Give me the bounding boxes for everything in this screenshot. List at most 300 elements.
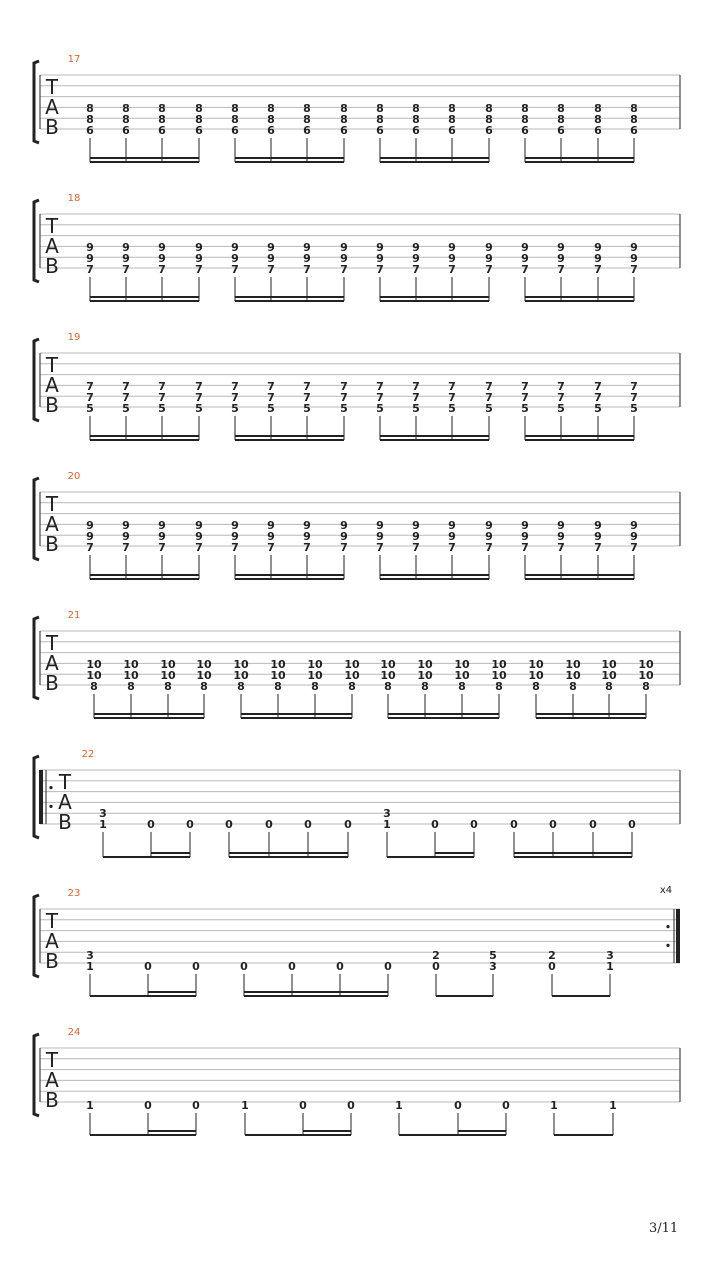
fret-number: 6 — [195, 124, 203, 137]
fret-number: 9 — [630, 252, 638, 265]
fret-number: 3 — [383, 807, 391, 820]
beat-group — [521, 241, 638, 301]
fret-number: 9 — [448, 252, 456, 265]
fret-number: 8 — [630, 113, 638, 126]
fret-number: 9 — [376, 530, 384, 543]
fret-number: 7 — [231, 380, 239, 393]
measure-number: 24 — [67, 1027, 81, 1038]
fret-number: 10 — [638, 658, 654, 671]
fret-number: 8 — [569, 680, 577, 693]
fret-number: 7 — [267, 541, 275, 554]
fret-number: 1 — [395, 1099, 403, 1112]
tab-system — [34, 885, 680, 996]
fret-number: 0 — [384, 960, 392, 973]
fret-number: 8 — [485, 113, 493, 126]
fret-number: 9 — [340, 519, 348, 532]
beat-group — [376, 241, 493, 301]
fret-number: 9 — [521, 519, 529, 532]
fret-number: 10 — [123, 658, 139, 671]
fret-number: 7 — [557, 391, 565, 404]
beat-group — [86, 1099, 200, 1135]
fret-number: 8 — [485, 102, 493, 115]
tab-system — [34, 332, 680, 440]
fret-number: 9 — [557, 519, 565, 532]
fret-number: 9 — [340, 530, 348, 543]
fret-number: 7 — [412, 541, 420, 554]
tab-clef-letter: A — [45, 234, 59, 258]
fret-number: 1 — [606, 960, 614, 973]
tab-clef-letter: T — [45, 492, 59, 516]
fret-number: 9 — [267, 530, 275, 543]
fret-number: 9 — [448, 241, 456, 254]
fret-number: 9 — [448, 519, 456, 532]
fret-number: 8 — [532, 680, 540, 693]
fret-number: 9 — [86, 530, 94, 543]
tab-clef-letter: T — [45, 631, 59, 655]
fret-number: 9 — [267, 252, 275, 265]
fret-number: 8 — [231, 102, 239, 115]
fret-number: 9 — [195, 252, 203, 265]
tab-system — [34, 1027, 680, 1135]
fret-number: 0 — [347, 1099, 355, 1112]
fret-number: 9 — [485, 241, 493, 254]
fret-number: 7 — [195, 391, 203, 404]
fret-number: 9 — [231, 519, 239, 532]
tab-clef-letter: T — [45, 353, 59, 377]
fret-number: 9 — [122, 519, 130, 532]
fret-number: 7 — [267, 263, 275, 276]
measure-number: 23 — [67, 888, 81, 899]
fret-number: 9 — [303, 519, 311, 532]
tab-system — [34, 749, 680, 857]
fret-number: 9 — [122, 252, 130, 265]
tab-clef-letter: A — [45, 95, 59, 119]
fret-number: 9 — [630, 241, 638, 254]
repeat-dot — [49, 805, 52, 808]
tab-clef-letter: A — [45, 929, 59, 953]
beat-group — [231, 380, 348, 440]
fret-number: 9 — [340, 252, 348, 265]
fret-number: 8 — [267, 102, 275, 115]
fret-number: 0 — [144, 960, 152, 973]
fret-number: 5 — [195, 402, 203, 415]
fret-number: 9 — [521, 530, 529, 543]
fret-number: 10 — [417, 658, 433, 671]
fret-number: 8 — [90, 680, 98, 693]
beat-group — [99, 807, 194, 857]
fret-number: 5 — [521, 402, 529, 415]
fret-number: 10 — [491, 669, 507, 682]
system-bracket — [34, 756, 39, 838]
fret-number: 8 — [557, 113, 565, 126]
fret-number: 3 — [489, 960, 497, 973]
tab-clef-letter: T — [45, 75, 59, 99]
fret-number: 3 — [99, 807, 107, 820]
fret-number: 0 — [192, 960, 200, 973]
fret-number: 6 — [594, 124, 602, 137]
fret-number: 10 — [307, 658, 323, 671]
fret-number: 9 — [412, 519, 420, 532]
fret-number: 10 — [344, 669, 360, 682]
repeat-dot — [666, 944, 669, 947]
fret-number: 7 — [158, 380, 166, 393]
fret-number: 7 — [630, 391, 638, 404]
measure-number: 20 — [67, 471, 81, 482]
fret-number: 7 — [448, 263, 456, 276]
fret-number: 7 — [594, 380, 602, 393]
fret-number: 5 — [122, 402, 130, 415]
system-bracket — [34, 200, 39, 282]
fret-number: 8 — [237, 680, 245, 693]
fret-number: 9 — [485, 530, 493, 543]
fret-number: 8 — [412, 113, 420, 126]
fret-number: 7 — [448, 380, 456, 393]
fret-number: 7 — [376, 541, 384, 554]
fret-number: 7 — [303, 391, 311, 404]
system-bracket — [34, 1034, 39, 1116]
repeat-dot — [49, 786, 52, 789]
fret-number: 6 — [448, 124, 456, 137]
tab-clef-letter: T — [45, 214, 59, 238]
fret-number: 7 — [340, 380, 348, 393]
fret-number: 0 — [454, 1099, 462, 1112]
fret-number: 0 — [304, 818, 312, 831]
fret-number: 9 — [521, 252, 529, 265]
fret-number: 0 — [144, 1099, 152, 1112]
fret-number: 5 — [485, 402, 493, 415]
fret-number: 8 — [122, 102, 130, 115]
fret-number: 9 — [122, 530, 130, 543]
beat-group — [231, 519, 348, 579]
tab-clef-letter: T — [58, 770, 72, 794]
fret-number: 9 — [231, 530, 239, 543]
fret-number: 6 — [86, 124, 94, 137]
fret-number: 5 — [231, 402, 239, 415]
fret-number: 8 — [303, 102, 311, 115]
beat-group — [86, 102, 203, 162]
fret-number: 9 — [376, 252, 384, 265]
fret-number: 8 — [340, 113, 348, 126]
fret-number: 9 — [448, 530, 456, 543]
beat-group — [241, 1099, 355, 1135]
beat-group — [86, 658, 212, 718]
fret-number: 9 — [158, 252, 166, 265]
fret-number: 5 — [489, 949, 497, 962]
fret-number: 8 — [200, 680, 208, 693]
fret-number: 7 — [303, 541, 311, 554]
tab-clef-letter: B — [45, 254, 59, 278]
fret-number: 0 — [192, 1099, 200, 1112]
fret-number: 9 — [557, 252, 565, 265]
fret-number: 8 — [267, 113, 275, 126]
fret-number: 9 — [340, 241, 348, 254]
tab-system — [34, 610, 680, 718]
fret-number: 9 — [231, 241, 239, 254]
fret-number: 10 — [270, 669, 286, 682]
fret-number: 10 — [233, 658, 249, 671]
fret-number: 7 — [303, 263, 311, 276]
fret-number: 6 — [376, 124, 384, 137]
fret-number: 6 — [557, 124, 565, 137]
fret-number: 8 — [348, 680, 356, 693]
fret-number: 10 — [344, 658, 360, 671]
measure-number: 18 — [67, 193, 81, 204]
fret-number: 8 — [412, 102, 420, 115]
fret-number: 7 — [485, 380, 493, 393]
fret-number: 7 — [122, 391, 130, 404]
fret-number: 7 — [630, 263, 638, 276]
fret-number: 7 — [521, 541, 529, 554]
fret-number: 10 — [638, 669, 654, 682]
tab-clef-letter: A — [58, 790, 72, 814]
fret-number: 7 — [521, 263, 529, 276]
fret-number: 7 — [485, 263, 493, 276]
fret-number: 9 — [303, 530, 311, 543]
fret-number: 10 — [528, 658, 544, 671]
fret-number: 8 — [122, 113, 130, 126]
fret-number: 8 — [495, 680, 503, 693]
fret-number: 9 — [485, 252, 493, 265]
fret-number: 7 — [86, 263, 94, 276]
beat-group — [528, 658, 654, 718]
fret-number: 5 — [630, 402, 638, 415]
fret-number: 3 — [86, 949, 94, 962]
fret-number: 9 — [267, 241, 275, 254]
fret-number: 9 — [412, 530, 420, 543]
beat-group — [86, 949, 200, 996]
fret-number: 7 — [557, 541, 565, 554]
tab-clef-letter: A — [45, 651, 59, 675]
fret-number: 7 — [412, 380, 420, 393]
fret-number: 10 — [380, 669, 396, 682]
fret-number: 10 — [160, 658, 176, 671]
fret-number: 8 — [448, 102, 456, 115]
fret-number: 7 — [195, 541, 203, 554]
fret-number: 8 — [376, 102, 384, 115]
fret-number: 7 — [340, 391, 348, 404]
fret-number: 0 — [336, 960, 344, 973]
fret-number: 5 — [340, 402, 348, 415]
fret-number: 10 — [454, 669, 470, 682]
fret-number: 8 — [421, 680, 429, 693]
fret-number: 7 — [412, 263, 420, 276]
tab-clef-letter: T — [45, 1048, 59, 1072]
fret-number: 7 — [303, 380, 311, 393]
fret-number: 10 — [160, 669, 176, 682]
measure-number: 19 — [67, 332, 81, 343]
tab-clef-letter: B — [45, 949, 59, 973]
fret-number: 10 — [565, 669, 581, 682]
fret-number: 10 — [601, 669, 617, 682]
fret-number: 7 — [340, 263, 348, 276]
fret-number: 8 — [311, 680, 319, 693]
fret-number: 7 — [630, 380, 638, 393]
fret-number: 7 — [86, 541, 94, 554]
fret-number: 5 — [594, 402, 602, 415]
fret-number: 6 — [521, 124, 529, 137]
fret-number: 8 — [521, 113, 529, 126]
fret-number: 0 — [147, 818, 155, 831]
fret-number: 5 — [158, 402, 166, 415]
fret-number: 7 — [195, 380, 203, 393]
fret-number: 9 — [86, 241, 94, 254]
fret-number: 9 — [485, 519, 493, 532]
fret-number: 0 — [589, 818, 597, 831]
fret-number: 8 — [127, 680, 135, 693]
fret-number: 5 — [448, 402, 456, 415]
fret-number: 9 — [630, 530, 638, 543]
fret-number: 8 — [642, 680, 650, 693]
fret-number: 10 — [454, 658, 470, 671]
beat-group — [395, 1099, 510, 1135]
fret-number: 10 — [601, 658, 617, 671]
fret-number: 8 — [605, 680, 613, 693]
measure-number: 22 — [81, 749, 95, 760]
fret-number: 9 — [303, 241, 311, 254]
fret-number: 9 — [557, 530, 565, 543]
beat-group — [521, 519, 638, 579]
fret-number: 0 — [225, 818, 233, 831]
beat-group — [376, 380, 493, 440]
fret-number: 8 — [303, 113, 311, 126]
fret-number: 0 — [549, 818, 557, 831]
fret-number: 9 — [630, 519, 638, 532]
fret-number: 0 — [470, 818, 478, 831]
tab-system — [34, 54, 680, 162]
fret-number: 10 — [196, 669, 212, 682]
fret-number: 8 — [594, 102, 602, 115]
system-bracket — [34, 339, 39, 421]
fret-number: 9 — [231, 252, 239, 265]
fret-number: 7 — [86, 380, 94, 393]
fret-number: 7 — [158, 391, 166, 404]
fret-number: 5 — [557, 402, 565, 415]
fret-number: 7 — [376, 391, 384, 404]
fret-number: 8 — [458, 680, 466, 693]
fret-number: 5 — [303, 402, 311, 415]
fret-number: 10 — [86, 669, 102, 682]
beat-group — [383, 807, 478, 857]
fret-number: 9 — [594, 241, 602, 254]
fret-number: 8 — [86, 113, 94, 126]
fret-number: 7 — [448, 391, 456, 404]
fret-number: 7 — [231, 391, 239, 404]
fret-number: 0 — [628, 818, 636, 831]
fret-number: 8 — [195, 102, 203, 115]
tab-clef-letter: B — [45, 393, 59, 417]
fret-number: 9 — [86, 519, 94, 532]
beat-group — [550, 1099, 617, 1135]
fret-number: 6 — [158, 124, 166, 137]
fret-number: 10 — [307, 669, 323, 682]
fret-number: 0 — [502, 1099, 510, 1112]
beat-group — [548, 949, 614, 996]
fret-number: 7 — [594, 391, 602, 404]
fret-number: 8 — [521, 102, 529, 115]
fret-number: 7 — [521, 380, 529, 393]
fret-number: 8 — [231, 113, 239, 126]
fret-number: 1 — [241, 1099, 249, 1112]
fret-number: 0 — [288, 960, 296, 973]
fret-number: 10 — [123, 669, 139, 682]
fret-number: 6 — [412, 124, 420, 137]
measure-number: 17 — [67, 54, 81, 65]
fret-number: 9 — [158, 519, 166, 532]
tab-clef-letter: B — [45, 671, 59, 695]
fret-number: 1 — [609, 1099, 617, 1112]
beat-group — [521, 380, 638, 440]
tab-clef-letter: B — [45, 532, 59, 556]
fret-number: 8 — [340, 102, 348, 115]
fret-number: 9 — [594, 530, 602, 543]
fret-number: 5 — [412, 402, 420, 415]
fret-number: 10 — [491, 658, 507, 671]
tab-clef-letter: B — [45, 1088, 59, 1112]
fret-number: 1 — [550, 1099, 558, 1112]
fret-number: 0 — [344, 818, 352, 831]
fret-number: 0 — [510, 818, 518, 831]
beat-group — [233, 658, 360, 718]
fret-number: 0 — [299, 1099, 307, 1112]
beat-group — [86, 241, 203, 301]
fret-number: 7 — [485, 541, 493, 554]
fret-number: 6 — [303, 124, 311, 137]
fret-number: 8 — [384, 680, 392, 693]
fret-number: 9 — [122, 241, 130, 254]
beat-group — [86, 380, 203, 440]
fret-number: 7 — [485, 391, 493, 404]
tab-clef-letter: B — [45, 115, 59, 139]
fret-number: 7 — [521, 391, 529, 404]
fret-number: 9 — [158, 530, 166, 543]
fret-number: 8 — [594, 113, 602, 126]
fret-number: 10 — [86, 658, 102, 671]
fret-number: 9 — [303, 252, 311, 265]
fret-number: 8 — [630, 102, 638, 115]
measure-number: 21 — [67, 610, 81, 621]
fret-number: 9 — [594, 252, 602, 265]
system-bracket — [34, 617, 39, 699]
fret-number: 10 — [196, 658, 212, 671]
beat-group — [231, 241, 348, 301]
fret-number: 8 — [376, 113, 384, 126]
fret-number: 0 — [265, 818, 273, 831]
beat-group — [521, 102, 638, 162]
fret-number: 1 — [383, 818, 391, 831]
fret-number: 0 — [432, 960, 440, 973]
fret-number: 9 — [195, 530, 203, 543]
fret-number: 7 — [122, 263, 130, 276]
fret-number: 6 — [630, 124, 638, 137]
fret-number: 3 — [606, 949, 614, 962]
tab-clef-letter: T — [45, 909, 59, 933]
fret-number: 9 — [557, 241, 565, 254]
fret-number: 7 — [231, 541, 239, 554]
fret-number: 9 — [521, 241, 529, 254]
tab-clef-letter: A — [45, 512, 59, 536]
beat-group — [86, 519, 203, 579]
fret-number: 9 — [267, 519, 275, 532]
fret-number: 9 — [195, 241, 203, 254]
fret-number: 7 — [158, 263, 166, 276]
fret-number: 7 — [594, 263, 602, 276]
fret-number: 8 — [557, 102, 565, 115]
page-number: 3/11 — [649, 1221, 679, 1236]
fret-number: 9 — [86, 252, 94, 265]
fret-number: 7 — [195, 263, 203, 276]
repeat-dot — [666, 925, 669, 928]
fret-number: 6 — [340, 124, 348, 137]
